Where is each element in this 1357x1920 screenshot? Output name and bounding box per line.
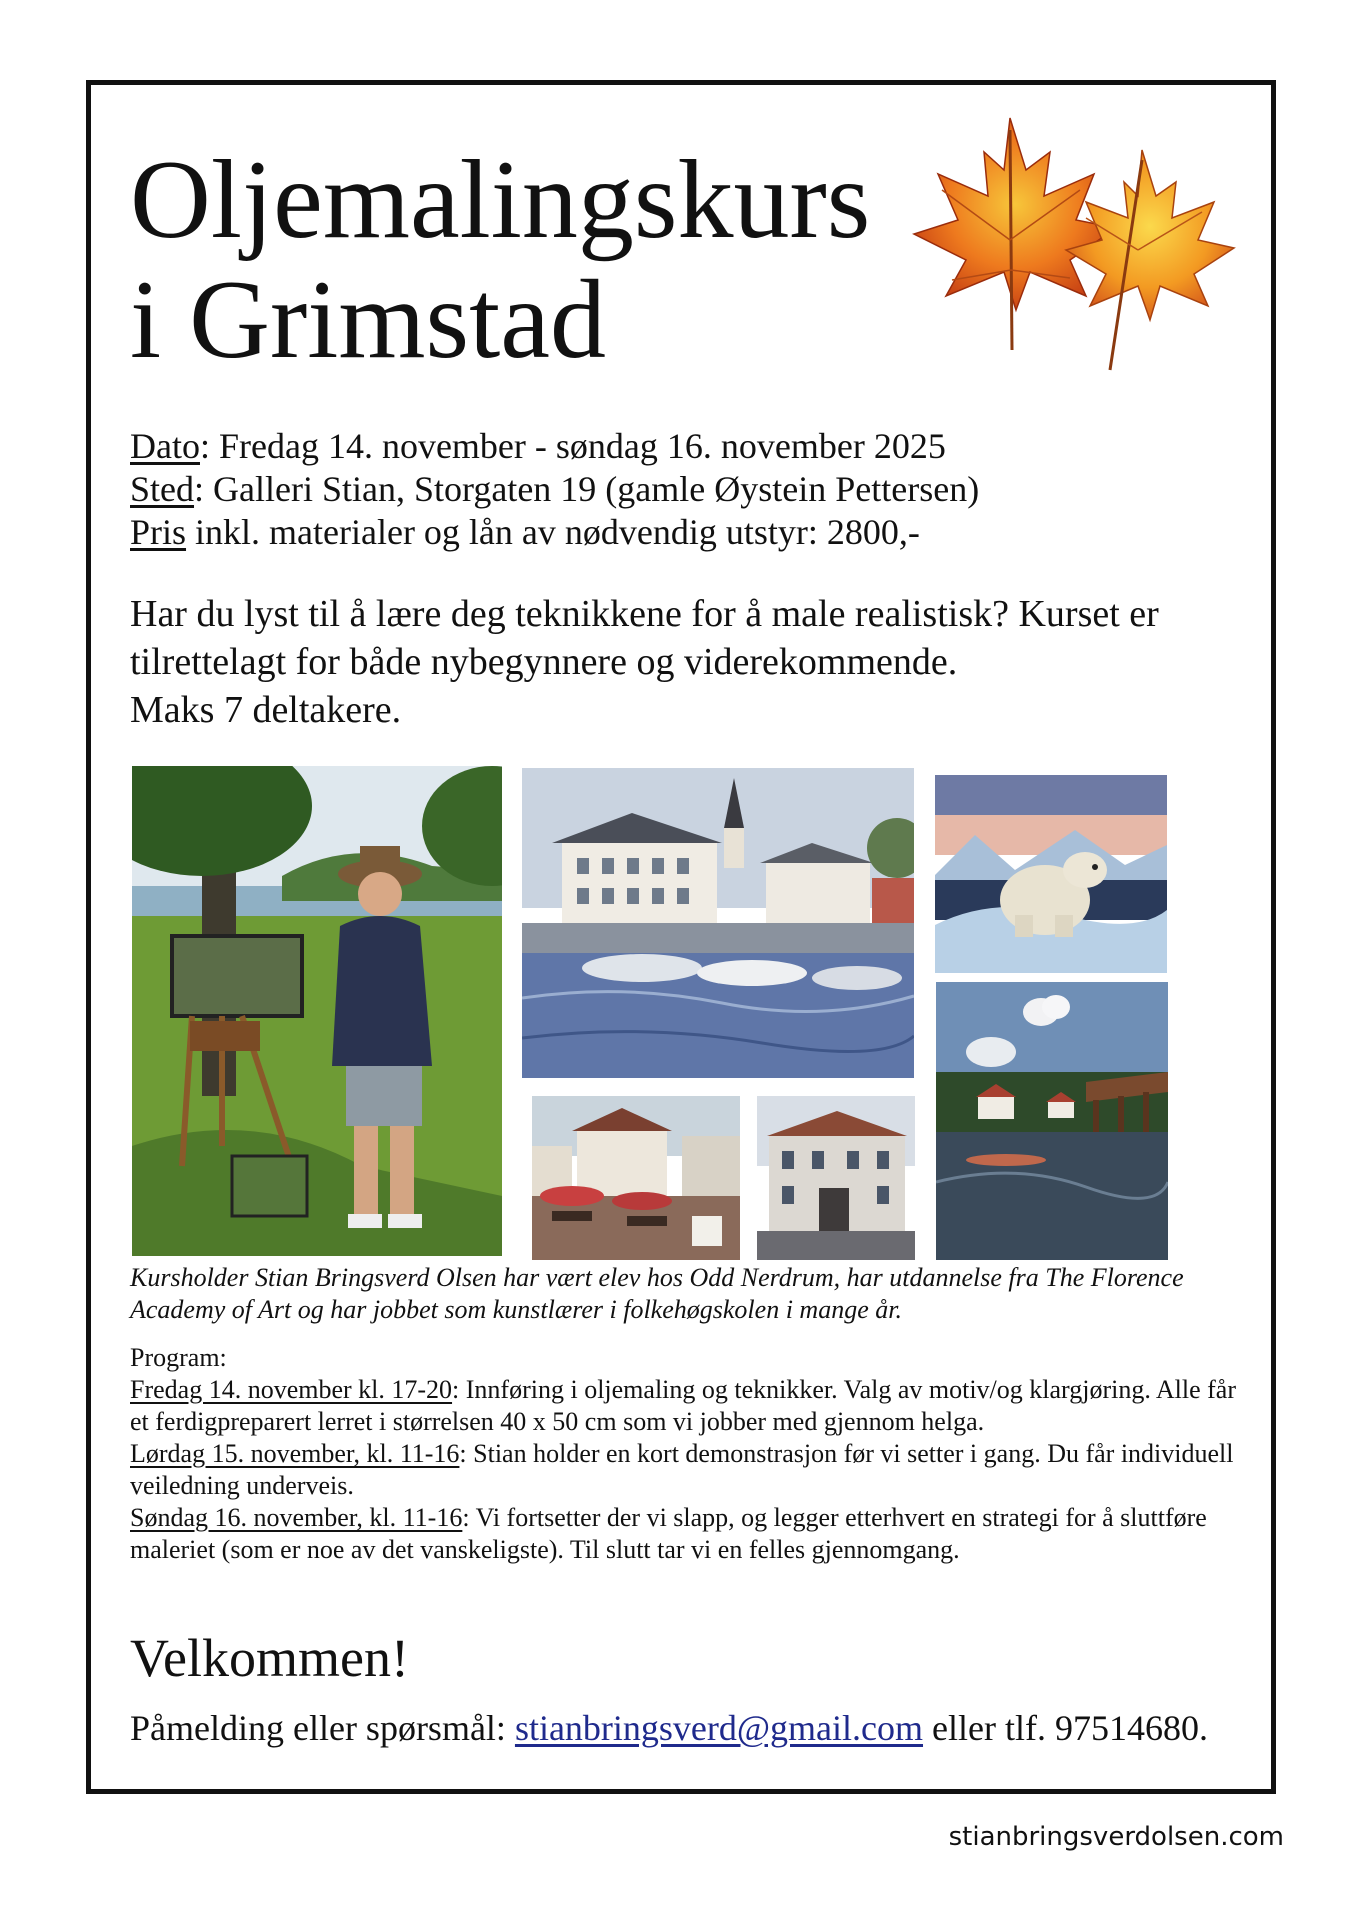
website-url: stianbringsverdolsen.com <box>948 1822 1284 1852</box>
intro-paragraph: Har du lyst til å lære deg teknikkene for å male realistisk? Kurset er tilrettelagt for både nybegynnere og viderekommende. <box>130 593 1159 683</box>
maple-leaf-left <box>914 118 1116 350</box>
polar-bear-painting <box>935 775 1167 973</box>
program-item-sunday-label: Søndag 16. november, kl. 11-16 <box>130 1503 463 1532</box>
date-value: : Fredag 14. november - søndag 16. november 2025 <box>199 426 946 466</box>
title-line-2: i Grimstad <box>130 258 606 382</box>
place-value: : Galleri Stian, Storgaten 19 (gamle Øystein Pettersen) <box>194 469 980 509</box>
harbour-painting <box>522 768 914 1078</box>
bridge-painting <box>936 982 1168 1260</box>
date-label: Dato <box>130 426 200 466</box>
event-details <box>130 425 979 554</box>
instructor-caption: Kursholder Stian Bringsverd Olsen har vært elev hos Odd Nerdrum, har utdannelse fra The Florence Academy of Art og har jobbet som kunstlærer i folkehøgskolen i mange år. <box>130 1263 1184 1324</box>
program-item-sunday <box>130 1502 1250 1566</box>
contact-prefix: Påmelding eller spørsmål: <box>130 1708 515 1748</box>
max-participants: Maks 7 deltakere. <box>130 689 402 731</box>
street-cafe-painting <box>532 1096 740 1260</box>
intro-text <box>130 590 1250 734</box>
program-item-friday-text: : Innføring i oljemaling og teknikker. Valg av motiv/og klargjøring. Alle får et ferdigpreparert lerret i størrelsen 40 x 50 cm som vi jobber med gjennom helga. <box>130 1375 1237 1436</box>
program-item-friday <box>130 1374 1250 1438</box>
email-link[interactable]: stianbringsverd@gmail.com <box>514 1708 924 1748</box>
program-item-friday-label: Fredag 14. november kl. 17-20 <box>130 1375 453 1404</box>
contact-line <box>130 1706 1208 1750</box>
program-section <box>130 1342 1250 1566</box>
title-line-1: Oljemalingskurs <box>130 138 871 262</box>
program-item-saturday <box>130 1438 1250 1502</box>
program-item-sunday-text: : Vi fortsetter der vi slapp, og legger etterhvert en strategi for å sluttføre maleriet (som er noe av det vanskeligste). Til slutt tar vi en felles gjennomgang. <box>130 1503 1207 1564</box>
painter-photo <box>132 766 502 1256</box>
place-row <box>130 468 979 511</box>
date-row <box>130 425 979 468</box>
maple-leaves-illustration <box>880 100 1260 380</box>
corner-building-painting <box>757 1096 915 1260</box>
welcome-heading: Velkommen! <box>130 1628 409 1688</box>
program-heading: Program: <box>130 1343 227 1372</box>
contact-suffix: eller tlf. 97514680. <box>923 1708 1208 1748</box>
price-label: Pris <box>130 512 187 552</box>
price-row <box>130 511 979 554</box>
program-item-saturday-label: Lørdag 15. november, kl. 11-16 <box>130 1439 460 1468</box>
place-label: Sted <box>130 469 195 509</box>
poster-title <box>130 140 870 380</box>
program-item-saturday-text: : Stian holder en kort demonstrasjon før vi setter i gang. Du får individuell veiledning underveis. <box>130 1439 1234 1500</box>
price-value: inkl. materialer og lån av nødvendig utstyr: 2800,- <box>186 512 920 552</box>
